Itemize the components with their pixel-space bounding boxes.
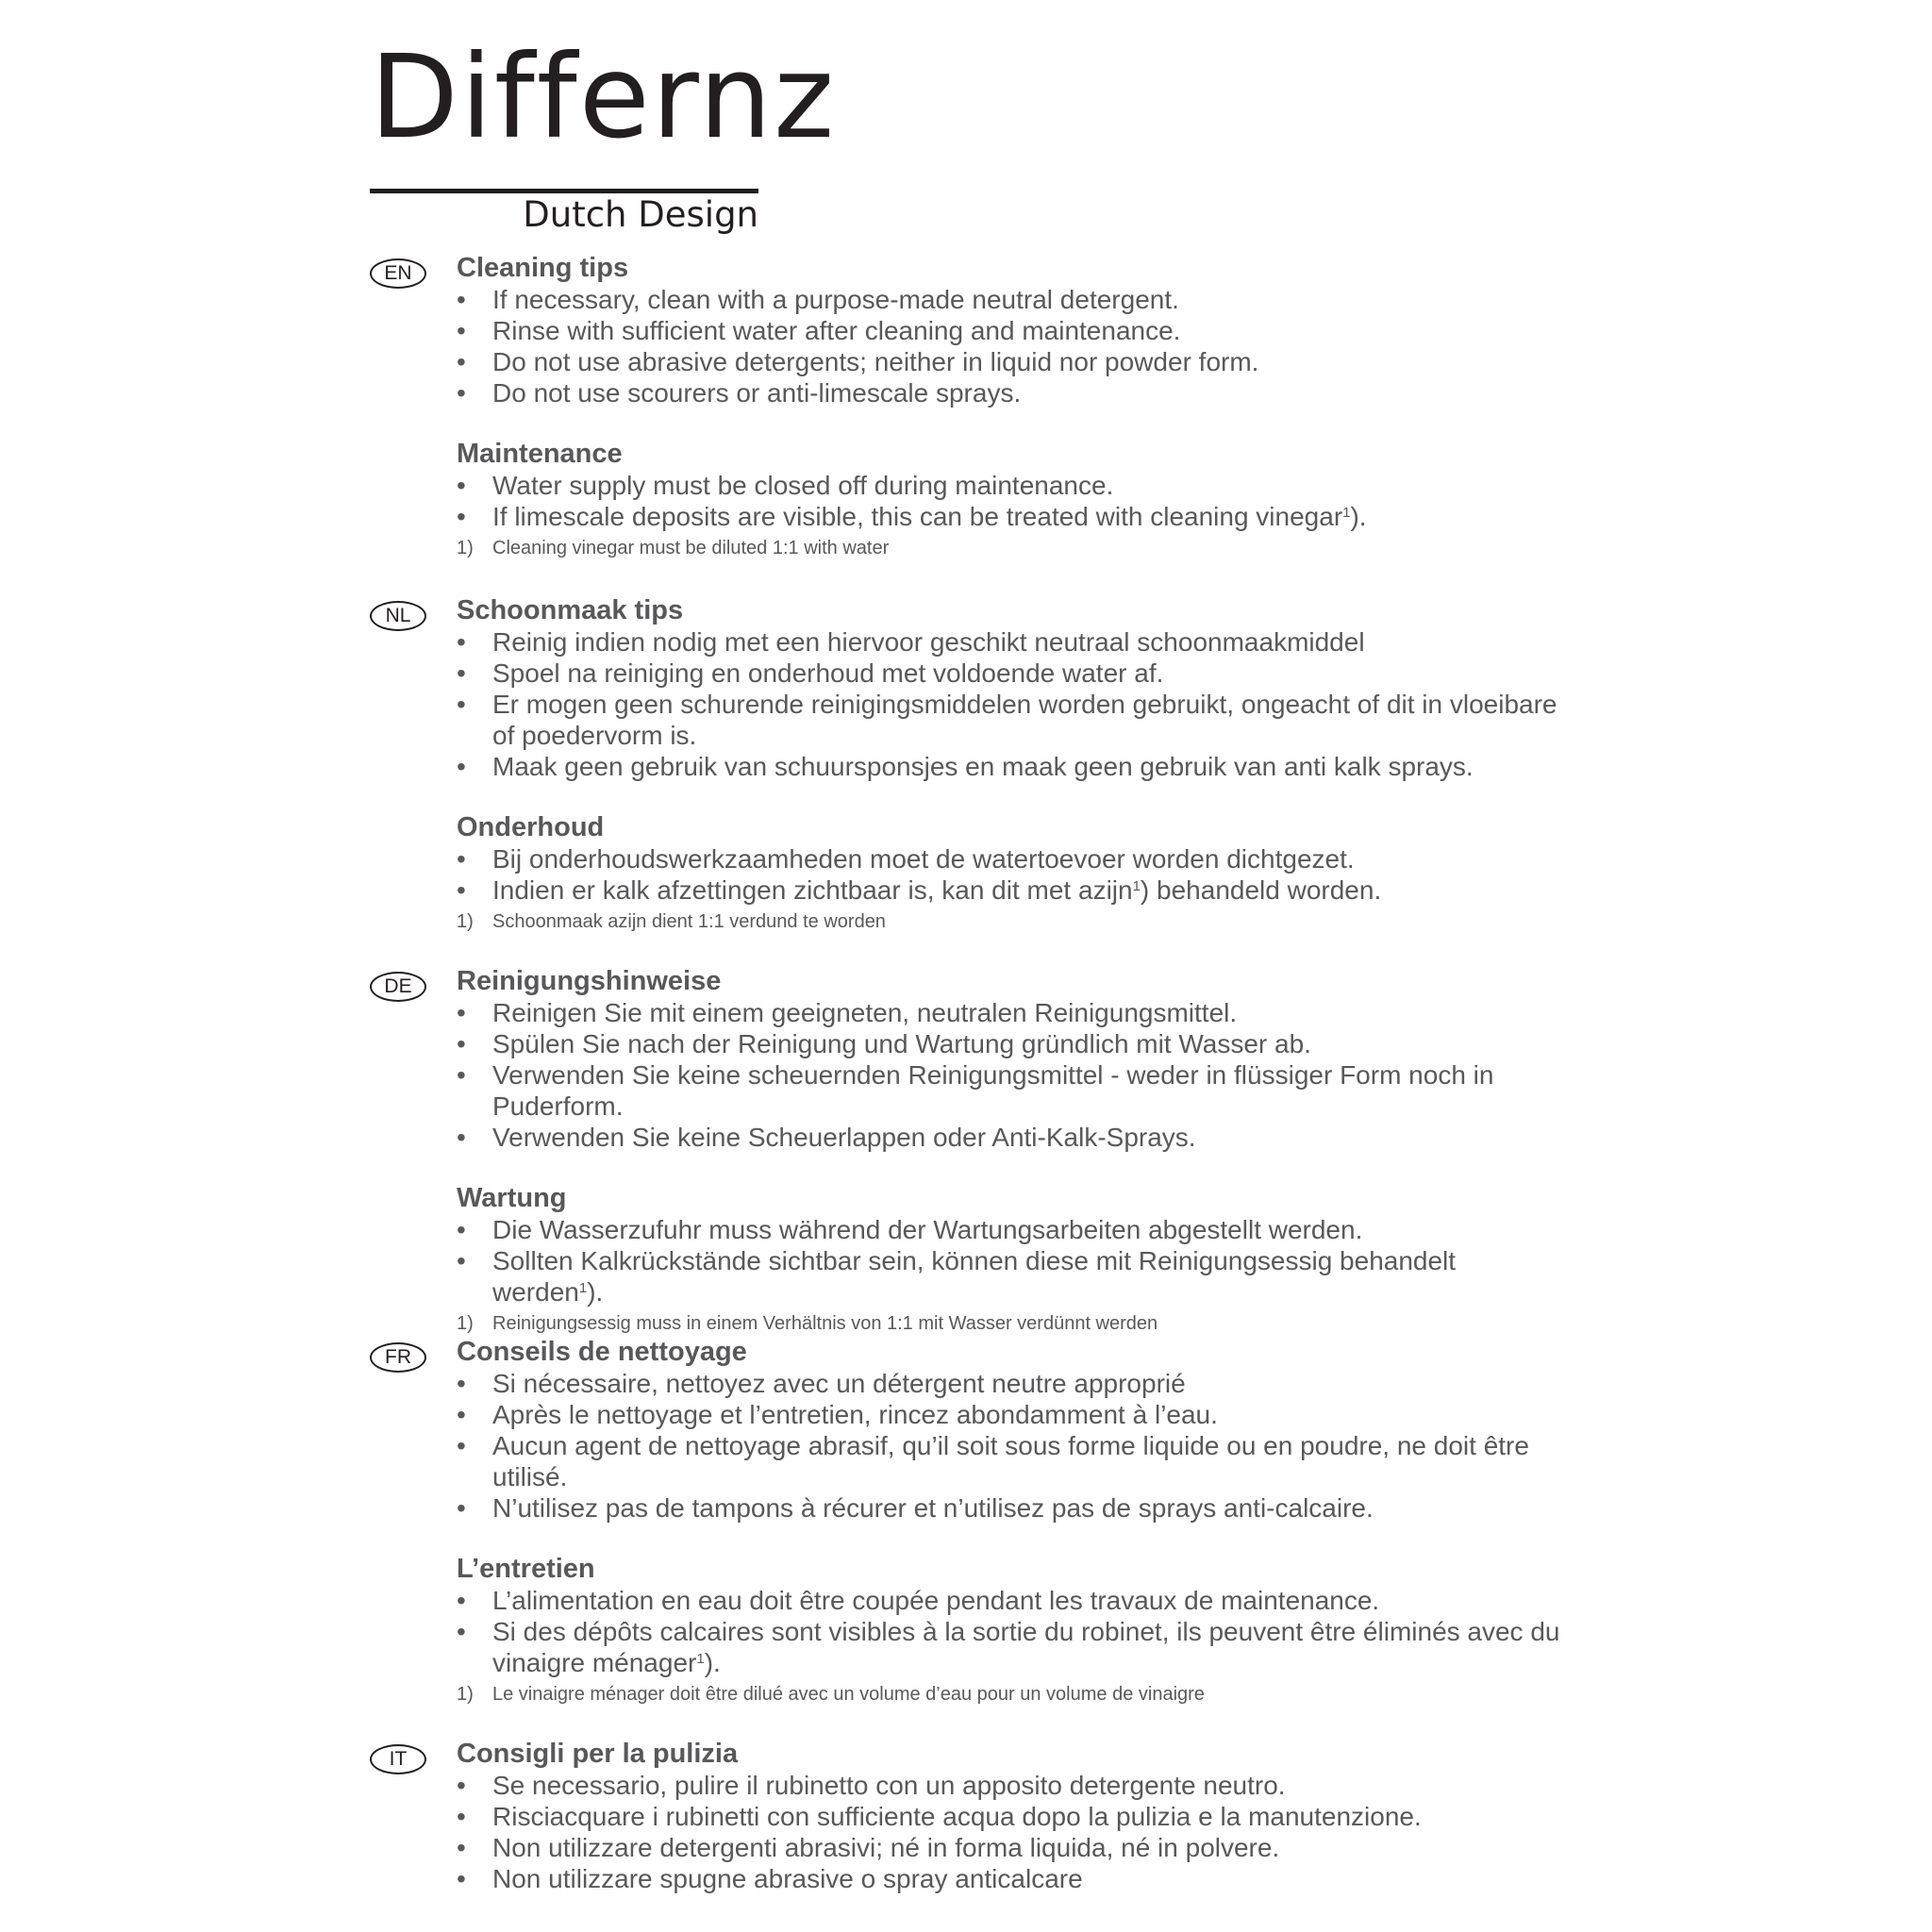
list-item: • Aucun agent de nettoyage abrasif, qu’il soit sous forme liquide ou en poudre, ne doit être utilisé.	[457, 1431, 1529, 1491]
maintenance-heading: Wartung	[457, 1183, 567, 1213]
list-item: • Water supply must be closed off during maintenance.	[457, 471, 1114, 500]
list-item: • Spoel na reiniging en onderhoud met voldoende water af.	[457, 658, 1164, 688]
section-content-nl	[457, 595, 1570, 936]
list-item: • Maak geen gebruik van schuursponsjes en maak geen gebruik van anti kalk sprays.	[457, 752, 1474, 781]
section-content-en	[457, 253, 1570, 562]
maintenance-heading: Maintenance	[457, 439, 623, 469]
footnote: 1) Schoonmaak azijn dient 1:1 verdund te worden	[457, 911, 886, 932]
list-item: • Reinigen Sie mit einem geeigneten, neutralen Reinigungsmittel.	[457, 998, 1238, 1027]
list-item: • Er mogen geen schurende reinigingsmiddelen worden gebruikt, ongeacht of dit in vloeibare of poedervorm is.	[457, 690, 1557, 750]
cleaning-list	[457, 1368, 1570, 1524]
cleaning-heading: Cleaning tips	[457, 253, 629, 283]
list-item: • L’alimentation en eau doit être coupée pendant les travaux de maintenance.	[457, 1586, 1380, 1615]
logo-wordmark: Differnz	[370, 30, 837, 164]
maintenance-list	[457, 1214, 1570, 1307]
language-badge-fr: FR	[370, 1342, 426, 1373]
section-content-fr	[457, 1337, 1570, 1708]
logo-tagline: Dutch Design	[523, 194, 758, 235]
list-item: • Non utilizzare spugne abrasive o spray anticalcare	[457, 1864, 1083, 1893]
list-item: • Do not use scourers or anti-limescale sprays.	[457, 378, 1022, 408]
maintenance-heading: L’entretien	[457, 1554, 595, 1584]
brand-logo	[370, 30, 837, 235]
list-item: • Se necessario, pulire il rubinetto con un apposito detergente neutro.	[457, 1771, 1286, 1800]
language-badge-de: DE	[370, 972, 426, 1002]
logo-rule	[370, 189, 758, 193]
cleaning-heading: Consigli per la pulizia	[457, 1739, 739, 1769]
maintenance-list	[457, 1585, 1570, 1678]
list-item: • Do not use abrasive detergents; neither in liquid nor powder form.	[457, 347, 1259, 376]
cleaning-list	[457, 626, 1570, 782]
list-item: • Verwenden Sie keine Scheuerlappen oder Anti-Kalk-Sprays.	[457, 1123, 1196, 1152]
cleaning-heading: Reinigungshinweise	[457, 966, 722, 996]
list-item: • Spülen Sie nach der Reinigung und Wartung gründlich mit Wasser ab.	[457, 1029, 1311, 1058]
language-badge-nl: NL	[370, 601, 426, 631]
footnote: 1) Le vinaigre ménager doit être dilué avec un volume d’eau pour un volume de vinaigre	[457, 1684, 1205, 1705]
list-item: • Si des dépôts calcaires sont visibles à la sortie du robinet, ils peuvent être éliminés avec du vinaigre ménager$^1$).	[457, 1617, 1560, 1677]
list-item: • Après le nettoyage et l’entretien, rincez abondamment à l’eau.	[457, 1400, 1218, 1429]
section-content-it	[457, 1739, 1570, 1894]
list-item: • Die Wasserzufuhr muss während der Wartungsarbeiten abgestellt werden.	[457, 1215, 1363, 1244]
list-item: • Sollten Kalkrückstände sichtbar sein, können diese mit Reinigungsessig behandelt werden$^1$).	[457, 1246, 1457, 1307]
cleaning-heading: Conseils de nettoyage	[457, 1337, 747, 1367]
list-item: • Reinig indien nodig met een hiervoor geschikt neutraal schoonmaakmiddel	[457, 627, 1365, 657]
maintenance-heading: Onderhoud	[457, 812, 605, 842]
list-item: • Si nécessaire, nettoyez avec un détergent neutre approprié	[457, 1369, 1186, 1398]
list-item: • Bij onderhoudswerkzaamheden moet de watertoevoer worden dichtgezet.	[457, 844, 1355, 874]
maintenance-list	[457, 470, 1570, 532]
cleaning-list	[457, 997, 1570, 1153]
footnote: 1) Cleaning vinegar must be diluted 1:1 with water	[457, 538, 890, 558]
language-badge-it: IT	[370, 1744, 426, 1774]
list-item: • Non utilizzare detergenti abrasivi; né in forma liquida, né in polvere.	[457, 1833, 1280, 1862]
cleaning-list	[457, 284, 1570, 408]
list-item: • Risciacquare i rubinetti con sufficiente acqua dopo la pulizia e la manutenzione.	[457, 1802, 1422, 1831]
list-item: • N’utilisez pas de tampons à récurer et n’utilisez pas de sprays anti-calcaire.	[457, 1493, 1374, 1523]
list-item: • Indien er kalk afzettingen zichtbaar is, kan dit met azijn$^1$) behandeld worden.	[457, 875, 1382, 905]
list-item: • If necessary, clean with a purpose-made neutral detergent.	[457, 285, 1179, 314]
footnote: 1) Reinigungsessig muss in einem Verhältnis von 1:1 mit Wasser verdünnt werden	[457, 1313, 1158, 1334]
cleaning-heading: Schoonmaak tips	[457, 595, 684, 625]
maintenance-list	[457, 843, 1570, 906]
language-badge-en: EN	[370, 258, 426, 289]
list-item: • Verwenden Sie keine scheuernden Reinigungsmittel - weder in flüssiger Form noch in Puderform.	[457, 1060, 1494, 1121]
section-content-de	[457, 966, 1570, 1338]
list-item: • Rinse with sufficient water after cleaning and maintenance.	[457, 316, 1181, 345]
list-item: • If limescale deposits are visible, this can be treated with cleaning vinegar$^1$).	[457, 502, 1367, 531]
cleaning-list	[457, 1770, 1570, 1894]
